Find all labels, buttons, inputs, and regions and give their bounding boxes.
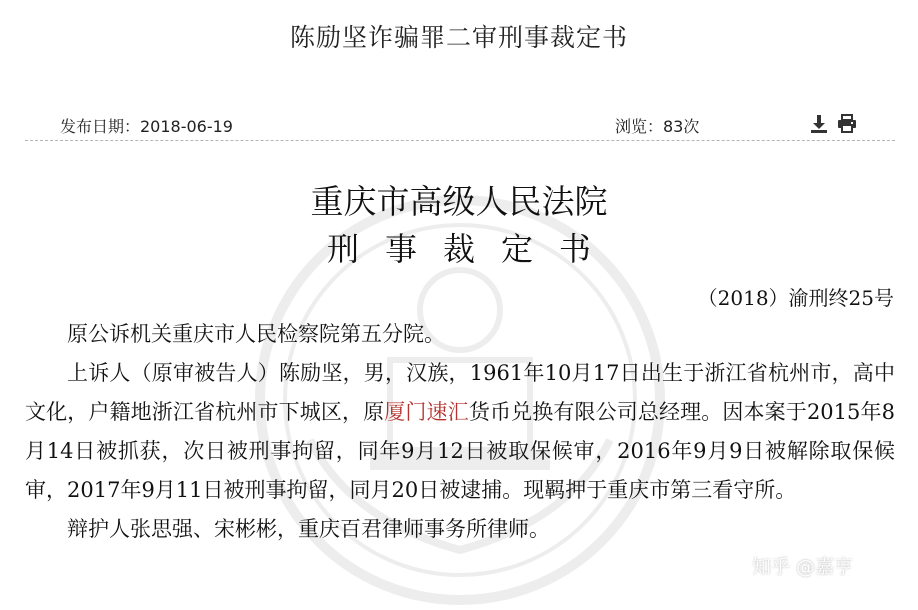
meta-bar bbox=[25, 114, 895, 141]
appellant-text-part1: 上诉人（原审被告人）陈励坚，男，汉族，1961年10月17日出生于浙江省杭州市，高中文化，户籍地浙江省杭州市下城区，原 bbox=[25, 361, 895, 424]
paragraph-defense: 辩护人张思强、宋彬彬，重庆百君律师事务所律师。 bbox=[67, 517, 550, 541]
document-body bbox=[25, 315, 895, 549]
appellant-text-part2: 货币兑换有限公司总经理。因本案于2015年8月14日被抓获，次日被刑事拘留，同年9月12日被取保候审，2016年9月9日被解除取保候审，2017年9月11日被刑事拘留，同月20日被逮捕。现羁押于重庆市第三看守所。 bbox=[25, 400, 896, 502]
print-icon[interactable] bbox=[837, 114, 857, 134]
document-type: 刑事裁定书 bbox=[326, 230, 617, 268]
page-title: 陈励坚诈骗罪二审刑事裁定书 bbox=[289, 23, 628, 52]
company-link[interactable]: 厦门速汇 bbox=[384, 400, 469, 424]
paragraph-appellant bbox=[25, 354, 895, 510]
view-count: 浏览：83次 bbox=[615, 117, 700, 136]
download-icon[interactable] bbox=[809, 114, 829, 134]
court-name: 重庆市高级人民法院 bbox=[310, 182, 608, 221]
publish-date: 发布日期：2018-06-19 bbox=[60, 117, 233, 136]
paragraph-prosecutor: 原公诉机关重庆市人民检察院第五分院。 bbox=[67, 322, 445, 346]
case-number: （2018）渝刑终25号 bbox=[697, 286, 894, 310]
watermark: 知乎 @嘉亨 bbox=[752, 556, 854, 578]
